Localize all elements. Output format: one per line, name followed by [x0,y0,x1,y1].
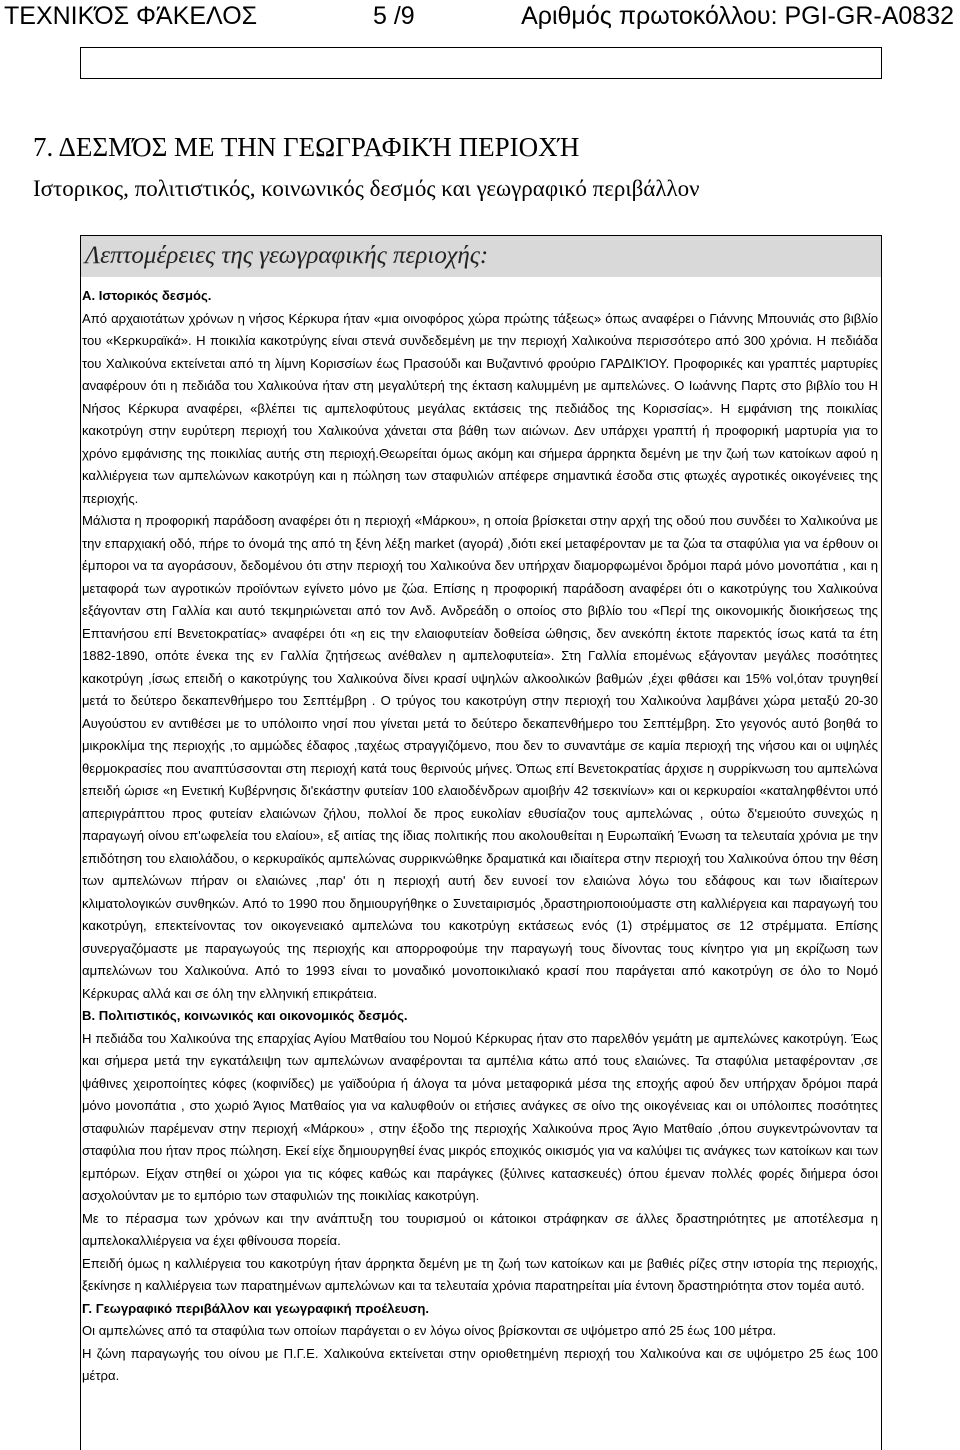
paragraph: Οι αμπελώνες από τα σταφύλια των οποίων παράγεται ο εν λόγω οίνος βρίσκονται σε υψόμετρο από 25 έως 100 μέτρα. [82,1323,777,1338]
paragraph: Μάλιστα η προφορική παράδοση αναφέρει ότι η περιοχή «Μάρκου», η οποία βρίσκεται στην αρχή της οδού που συνδέει το Χαλικούνα με την επαρχιακή οδό, πήρε το όνομά της από τη ξένη λέξη market (αγορά) ,διότι εκεί μεταφέρονταν με τα ζώα τα σταφύλια για να έρθουν οι έμποροι να τα αγοράσουν, δεδομένου ότι στην περιοχή του Χαλικούνα δεν υπήρχαν διαμορφωμένοι δρόμοι παρά μόνο μονοπάτια , και η μεταφορά των αγροτικών προϊόντων εγίνετο μόνο με ζώα. Επίσης η προφορική παράδοση αναφέρει ότι ο κακοτρύγης του Χαλικούνα εξάγονταν στη Γαλλία και αυτό τεκμηριώνεται από τον Ανδ. Ανδρεάδη ο οποίος στο βιβλίο του «Περί της οικονομικής διοικήσεως της Επτανήσου επί Βενετοκρατίας» αναφέρει ότι «η εις την ελαιοφυτείαν δοθείσα ώθησις, δεν ανεκόπη έκτοτε παρεκτός ίσως κατά τα έτη 1882-1890, οπότε ένεκα της εν Γαλλία ζητήσεως ανέθαλεν η αμπελοφυτεία». Στη Γαλλία επομένως εξάγονταν μεγάλες ποσότητες κακοτρύγη ,ίσως επειδή ο κακοτρύγης του Χαλικούνα δίνει κρασί υψηλών αλκοολικών βαθμών ,έχει φθάσει και 15% vol,όταν τρυγηθεί μετά το δεύτερο δεκαπενθήμερο του Σεπτέμβρη . Ο τρύγος του κακοτρύγη στην περιοχή του Χαλικούνα λαμβάνει χώρα μεταξύ 20-30 Αυγούστου εν αντιθέσει με το υπόλοιπο νησί που γίνεται μετά το δεύτερο δεκαπενθήμερο του Σεπτέμβρη. Στο γεγονός αυτό βοηθά το μικροκλίμα της περιοχής ,το αμμώδες έδαφος ,ταχέως στραγγιζόμενο, που δεν το συναντάμε σε καμία περιοχή της νήσου και οι υψηλές θερμοκρασίες που αναπτύσσονται στη περιοχή κατά τους θερινούς μήνες. Όπως επί Βενετοκρατίας άρχισε η συρρίκνωση του αμπελώνα επειδή ώρισε «η Ενετική Κυβέρνησις δι'εκάστην φυτείαν 100 ελαιοδένδρων αμοιβήν 42 τσεκινίων» και οι κερκυραίοι «καταληφθέντοι υπό απεριγράπτου προς φυτείαν ελαιώνων ζήλου, πολλοί δε προς ευκολίαν εθυσίαζον τους αμπελώνας , ούτω δ'εμειούτο συνεχώς η παραγωγή οίνου επ'ωφελεία του ελαίου», εξ αιτίας της ίδιας πολιτικής που ακολουθείται η Ευρωπαϊκή Ένωση τα τελευταία χρόνια με την επιδότηση του ελαιολάδου, ο κερκυραϊκός αμπελώνας συρρικνώθηκε δραματικά και ιδιαίτερα στην περιοχή του Χαλικούνα όπου την θέση των αμπελώνων πήραν οι ελαιώνες ,παρ' ότι η περιοχή αυτή δεν ευνοεί τον ελαιώνα λόγω του εδάφους και των ιδιαίτερων κλιματολογικών συνθηκών. Από το 1990 που δημιουργήθηκε ο Συνεταιρισμός ,δραστηριοποιούμαστε στη καλλιέργεια και παραγωγή του κακοτρύγη, επεκτείνοντας τον οικογενειακό αμπελώνα του κακοτρύγη εκτάσεως ενός (1) στρέμματος σε 12 στρέμματα. Επίσης συνεργαζόμαστε με παραγωγούς της περιοχής και απορροφούμε την παραγωγή τους δίνοντας τους κίνητρο για μη εκρίζωση των αμπελώνων του Χαλικούνα. Από το 1993 είναι το μοναδικό μονοποικιλιακό κρασί που παράγεται από κακοτρύγη σε όλο το Νομό Κέρκυρας αλλά και σε όλη την ελληνική επικράτεια. [82,513,878,1001]
empty-frame-box [80,47,882,79]
paragraph: Η ζώνη παραγωγής του οίνου με Π.Γ.Ε. Χαλικούνα εκτείνεται στην οριοθετημένη περιοχή του Χαλικούνα και σε υψόμετρο 25 έως 100 μέτρα. [82,1345,878,1383]
section-subtitle: Ιστορικος, πολιτιστικός, κοινωνικός δεσμός και γεωγραφικό περιβάλλον [33,176,700,201]
paragraph: Επειδή όμως η καλλιέργεια του κακοτρύγη ήταν άρρηκτα δεμένη με τη ζωή των κατοίκων και με βαθιές ρίζες στην ιστορία της περιοχής, ξεκίνησε η καλλιέργεια των παρατημένων αμπελώνων και τα τελευταία χρόνια παρατηρείται μία έντονη δραστηριότητα στον τομέα αυτό. [82,1255,878,1293]
paragraph: Η πεδιάδα του Χαλικούνα της επαρχίας Αγίου Ματθαίου του Νομού Κέρκυρας ήταν στο παρελθόν γεμάτη με αμπελώνες κακοτρύγη. Έως και σήμερα μετά την εγκατάλειψη των αμπελώνων αναφέρονται τα αμπέλια κάτω από τους ελαιώνες. Τα σταφύλια μεταφέρονταν ,σε ψάθινες χειροποίητες κόφες (κοφινίδες) με γαϊδούρια ή άλογα τα μόνα μεταφορικά μέσα της εποχής αφού δεν υπήρχαν δρόμοι παρά μόνο μονοπάτια , στο χωριό Άγιος Ματθαίος για να καλυφθούν οι ετήσιες ανάγκες σε οίνο της οικογένειας και οι υπόλοιπες ποσότητες σταφυλιών παρέμεναν στην περιοχή «Μάρκου» , στην έξοδο της περιοχής Χαλικούνα προς Άγιο Ματθαίο ,όπου συγκεντρώνονταν τα σταφύλια που ήταν προς πώληση. Εκεί είχε δημιουργηθεί ένας μικρός εποχικός οικισμός για να καλύψει τις ανάγκες των κατοίκων και των εμπόρων. Είχαν στηθεί οι χώροι για τις κόφες καθώς και παράγκες (ξύλινες κατασκευές) όπου έμεναν πολλές φορές διήμερα όσοι ασχολούνταν με το εμπόριο των σταφυλιών της ποικιλίας κακοτρύγη. [82,1030,878,1203]
details-heading: Λεπτομέρειες της γεωγραφικής περιοχής: [85,242,489,269]
page-number: 5 /9 [373,2,415,30]
heading-geographic-environment: Γ. Γεωγραφικό περιβάλλον και γεωγραφική προέλευση. [82,1300,429,1316]
paragraph: Από αρχαιοτάτων χρόνων η νήσος Κέρκυρα ήταν «μια οινοφόρος χώρα πρώτης τάξεως» όπως αναφέρει ο Γιάννης Μπουνιάς στο βιβλίο του «Κερκυραϊκά». Η ποικιλία κακοτρύγης είναι στενά συνδεδεμένη με την περιοχή Χαλικούνα περισσότερο από 300 χρόνια. Η πεδιάδα του Χαλικούνα εκτείνεται από τη λίμνη Κορισσίων έως Πρασούδι και Βυζαντινό φρούριο ΓΑΡΔΙΚΊΟΥ. Προφορικές και γραπτές μαρτυρίες αναφέρουν ότι η πεδιάδα του Χαλικούνα ήταν στη μεγαλύτερή της έκταση καλυμμένη με αμπελώνες. Ο Ιωάννης Παρτς στο βιβλίο του Η Νήσος Κέρκυρα αναφέρει, «βλέπει τις αμπελοφύτους μεγάλας εκτάσεις της πεδιάδος της Κορισσίας». Η εμφάνιση της ποικιλίας κακοτρύγη στην ευρύτερη περιοχή του Χαλικούνα χάνεται στα βάθη των αιώνων. Δεν υπάρχει γραπτή ή προφορική μαρτυρία για το χρόνο εμφάνισης της ποικιλίας αυτής στη περιοχή.Θεωρείται όμως ακόμη και σήμερα άρρηκτα δεμένη με την ζωή των κατοίκων αφού η καλλιέργεια των αμπελώνων κακοτρύγη και η πώληση των σταφυλιών απέφερε σημαντικά έσοδα στις φτωχές αγροτικές οικογένειες της περιοχής. [82,310,878,506]
paragraph: Με το πέρασμα των χρόνων και την ανάπτυξη του τουρισμού οι κάτοικοι στράφηκαν σε άλλες δραστηριότητες με αποτέλεσμα η αμπελοκαλλιέργεια να έχει φθίνουσα πορεία. [82,1210,878,1248]
section-title: 7. ΔΕΣΜΌΣ ΜΕ ΤΗΝ ΓΕΩΓΡΑΦΙΚΉ ΠΕΡΙΟΧΉ [33,132,580,162]
document-type-label: ΤΕΧΝΙΚΌΣ ΦΆΚΕΛΟΣ [4,2,258,30]
details-heading-box [80,235,882,277]
heading-historical-link: Α. Ιστορικός δεσμός. [82,288,212,303]
body-text [82,285,878,1388]
heading-cultural-link: Β. Πολιτιστικός, κοινωνικός και οικονομικός δεσμός. [82,1008,408,1023]
protocol-number: Αριθμός πρωτοκόλλου: PGI-GR-A0832 [521,2,954,30]
page-header [0,0,960,34]
